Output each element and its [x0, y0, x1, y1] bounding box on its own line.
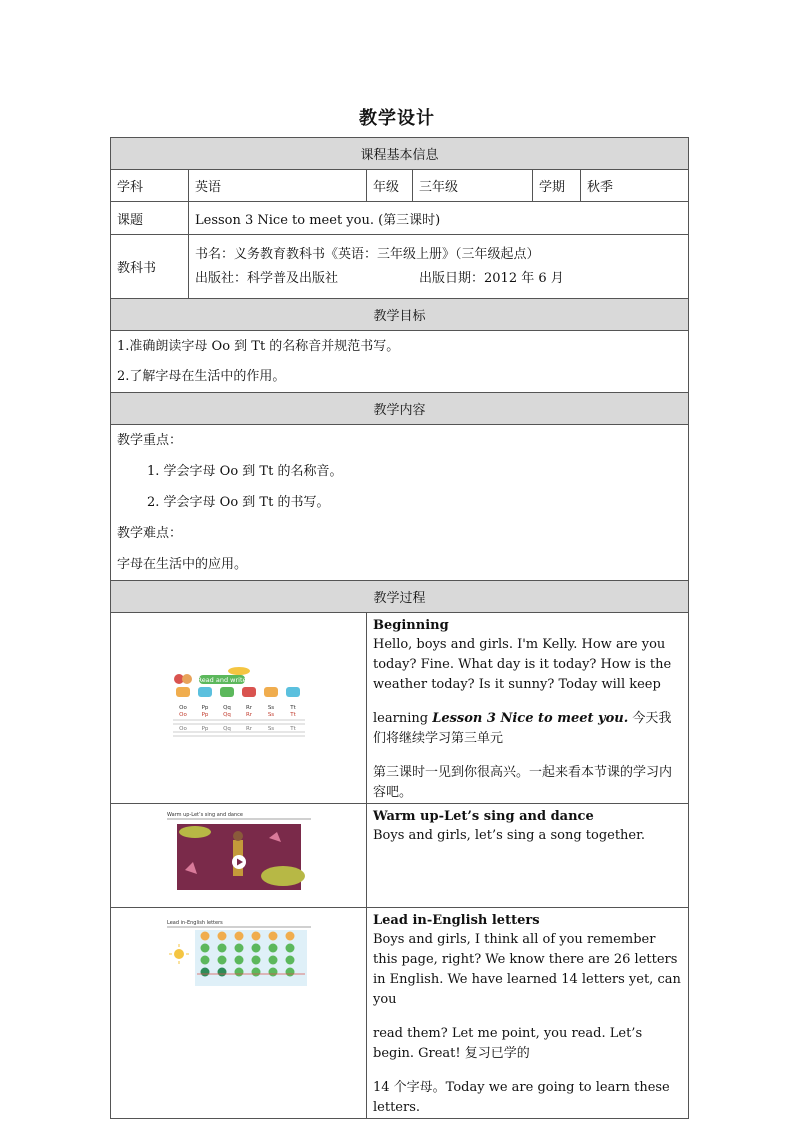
step-image-beginning: [111, 613, 367, 804]
top-badge-icon: [228, 667, 250, 675]
letter-apple: [251, 944, 260, 953]
letter-apple: [268, 968, 277, 977]
textbook-label: 教科书: [111, 235, 189, 299]
letter-label: Pp: [201, 726, 208, 732]
letter-label: Oo: [178, 705, 187, 711]
letter-bubble: [220, 687, 234, 697]
letter-bubble: [264, 687, 278, 697]
letter-apple: [285, 956, 294, 965]
step-paragraph-chinese: 今天我们将继续学习第三单元: [373, 711, 672, 746]
read-and-write-slide-image: [169, 666, 309, 746]
section-header-objectives: 教学目标: [111, 299, 689, 331]
sing-and-dance-video-thumbnail: [165, 810, 313, 898]
letter-apple: [285, 932, 294, 941]
step-title: Warm up-Let’s sing and dance: [373, 809, 594, 824]
difficult-point-text: 字母在生活中的应用。: [117, 557, 248, 572]
letter-apple: [217, 956, 226, 965]
letter-bubble: [242, 687, 256, 697]
letter-label: Qq: [222, 712, 231, 718]
letter-apple: [285, 968, 294, 977]
slide-caption: Lead in-English letters: [166, 920, 223, 926]
step-paragraph: Boys and girls, I think all of you remember this page, right? We know there are 26 letters in English. We have learned 14 letters yet, can you: [373, 932, 681, 1007]
textbook-publisher: 出版社：科学普及出版社: [195, 270, 339, 286]
term-label: 学期: [533, 170, 581, 202]
letter-bubble: [198, 687, 212, 697]
child-icon: [182, 674, 192, 684]
step-paragraph: Boys and girls, let’s sing a song together.: [373, 828, 646, 843]
letter-label: Tt: [289, 726, 296, 732]
difficult-points-label: 教学难点：: [117, 526, 183, 541]
term-value: 秋季: [581, 170, 689, 202]
step-image-leadin: [111, 908, 367, 1119]
letter-label: Rr: [245, 712, 252, 718]
letter-label: Rr: [245, 726, 252, 732]
letter-apple: [251, 968, 260, 977]
letter-apple: [268, 932, 277, 941]
section-header-content: 教学内容: [111, 393, 689, 425]
topic-value: Lesson 3 Nice to meet you. (第三课时): [189, 202, 689, 235]
letter-apple: [251, 932, 260, 941]
letter-apple: [234, 968, 243, 977]
step-paragraph-lead: learning: [373, 711, 433, 726]
step-paragraph: read them? Let me point, you read. Let’s begin. Great! 复习已学的: [373, 1026, 643, 1061]
step-paragraph: 14 个字母。Today we are going to learn these letters.: [373, 1080, 670, 1115]
slide-caption: Warm up-Let’s sing and dance: [166, 811, 243, 818]
banner-text: Read and write: [196, 676, 247, 684]
lesson-plan-table: [110, 137, 689, 1119]
letter-bubble: [286, 687, 300, 697]
document-title: 教学设计: [359, 108, 435, 129]
letter-apple: [200, 932, 209, 941]
letter-label: Ss: [267, 705, 274, 711]
lesson-title-emphasis: Lesson 3 Nice to meet you.: [432, 711, 629, 726]
section-header-basic: 课程基本信息: [111, 138, 689, 170]
letter-apple: [200, 968, 209, 977]
topic-label: 课题: [111, 202, 189, 235]
letter-label: Qq: [222, 705, 231, 711]
letter-apple: [268, 944, 277, 953]
letter-apple: [268, 956, 277, 965]
letter-label: Oo: [178, 712, 187, 718]
key-point-item: 2. 学会字母 Oo 到 Tt 的书写。: [147, 495, 330, 510]
letter-label: Pp: [201, 712, 208, 718]
grade-label: 年级: [367, 170, 413, 202]
step-image-warmup: [111, 804, 367, 908]
letter-apple: [234, 932, 243, 941]
letter-label: Tt: [289, 705, 296, 711]
letter-apple: [217, 968, 226, 977]
step-paragraph: Hello, boys and girls. I'm Kelly. How are you today? Fine. What day is it today? How is the weather today? Is it sunny? Today will keep: [373, 637, 672, 692]
letter-label: Ss: [267, 726, 274, 732]
letter-apple: [234, 944, 243, 953]
subject-label: 学科: [111, 170, 189, 202]
step-paragraph: 第三课时一见到你很高兴。一起来看本节课的学习内容吧。: [373, 765, 673, 800]
objective-item: 2.了解字母在生活中的作用。: [117, 368, 286, 384]
letter-apple: [251, 956, 260, 965]
letter-label: Rr: [245, 705, 252, 711]
letter-apple: [217, 932, 226, 941]
textbook-pub-date: 出版日期：2012 年 6 月: [419, 270, 564, 286]
section-header-process: 教学过程: [111, 581, 689, 613]
key-point-item: 1. 学会字母 Oo 到 Tt 的名称音。: [147, 464, 343, 479]
letter-apple: [234, 956, 243, 965]
letter-bubble: [176, 687, 190, 697]
letter-label: Qq: [222, 726, 231, 732]
sun-icon: [174, 949, 184, 959]
letter-apple: [285, 944, 294, 953]
letter-label: Pp: [201, 705, 208, 711]
key-points-label: 教学重点：: [117, 433, 183, 448]
subject-value: 英语: [189, 170, 367, 202]
letter-apple: [200, 944, 209, 953]
step-title: Lead in-English letters: [373, 913, 540, 928]
letter-apple: [200, 956, 209, 965]
letter-label: Ss: [267, 712, 274, 718]
objective-item: 1.准确朗读字母 Oo 到 Tt 的名称音并规范书写。: [117, 338, 400, 354]
grade-value: 三年级: [413, 170, 533, 202]
english-letters-slide-image: [165, 918, 313, 990]
step-title: Beginning: [373, 618, 449, 633]
letter-label: Oo: [178, 726, 187, 732]
letter-apple: [217, 944, 226, 953]
textbook-name: 书名：义务教育教科书《英语：三年级上册》（三年级起点）: [195, 246, 540, 262]
letter-label: Tt: [289, 712, 296, 718]
